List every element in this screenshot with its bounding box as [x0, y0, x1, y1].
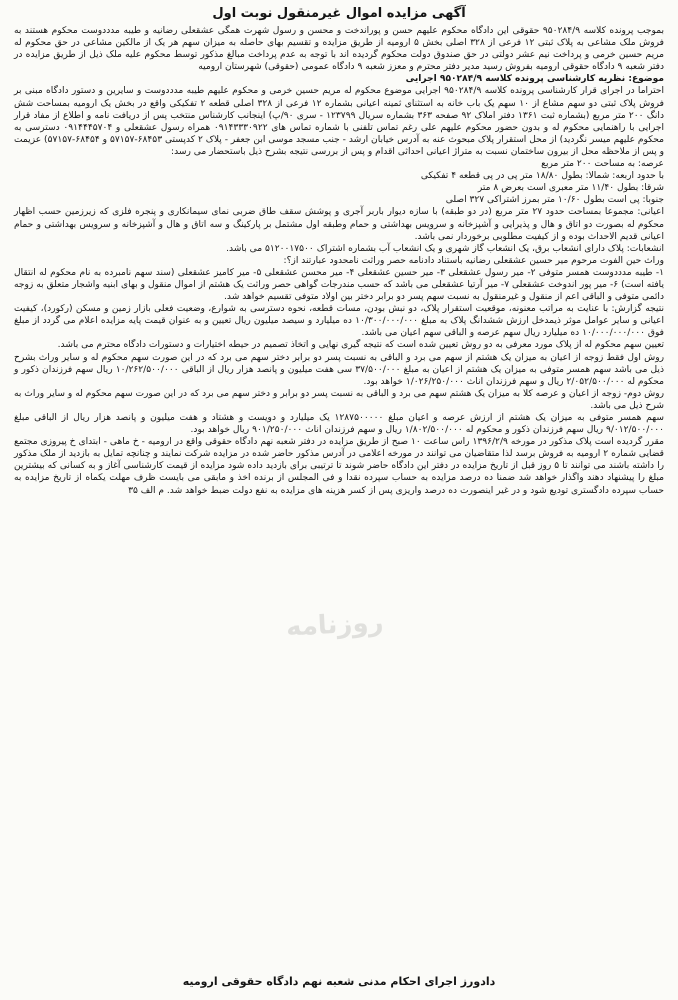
- intro-paragraph: بموجب پرونده کلاسه ۹۵۰۲۸۴/۹ حقوقی این دادگاه محکوم علیهم حسن و پوراندخت و محسن و رسول شهرت همگی عشقعلی رضانیه و طیبه مدددوست محکوم هستند به فروش ملک مشاعی به پلاک ثبتی ۱۲ فرعی از ۳۲۸ اصلی بخش ۵ ارومیه از طریق مزایده و تقسیم بهای حاصله به میزان سهم هر یک از مالکین مشاعی در حق محکوم له مریم حسین خرمی و پرداخت نیم عشر دولتی در حق صندوق دولت محکوم گردیده اند با توجه به عدم پرداخت مبالغ مذکور توسط محکوم علیه ملک ذیل از طریق مزایده در دفتر شعبه ۹ دادگاه حقوقی ارومیه بفروش رسید مدیر دفتر محترم و معزز شعبه ۹ دادگاه عمومی (حقوقی) شهرستان ارومیه: [14, 26, 664, 73]
- utilities-paragraph: انشعابات: پلاک دارای انشعاب برق، یک انشعاب گاز شهری و یک انشعاب آب بشماره اشتراک ۵۱۲۰۰۱۷۵۰۰ می باشد.: [226, 243, 664, 254]
- notice-body: [14, 25, 664, 497]
- method-one: روش اول فقط زوجه از اعیان به میزان یک هشتم از سهم می برد و الباقی به نسبت پسر دو برابر دختر سهم می برد که در این صورت سهم محکوم له و سایر وراث بشرح ذیل می باشد سهم همسر متوفی به میزان یک هشتم از اعیان به مبلغ ۳۷/۵۰۰/۰۰۰ سی هفت میلیون و پانصد هزار ریال از الباقی ۱۰/۲۶۲/۵۰۰/۰۰۰ ریال سهم فرزندان ذکور و محکوم له ۲/۰۵۲/۵۰۰/۰۰۰ ریال و سهم فرزندان اناث ۱/۰۲۶/۲۵۰/۰۰۰ خواهد بود.: [14, 352, 665, 387]
- subject-line: موضوع: نظریه کارشناسی پرونده کلاسه ۹۵۰۲۸۴/۹ اجرایی: [405, 74, 664, 85]
- building-description: اعیانی: مجموعا بمساحت حدود ۲۷ متر مربع (در دو طبقه) با سازه دیوار باربر آجری و پوشش سقف طاق ضربی نمای سیمانکاری و پنجره فلزی که زیرزمین حسب اظهار محکوم له بصورت دو اتاق و هال و پذیرایی و آشپزخانه و سرویس بهداشتی و حمام وطبقه اول مشتمل بر پارکینگ و سه اتاق و هال و آشپزخانه و سرویس بهداشتی و حمام اعیانی قدیم الاحداث بوده و از کیفیت مطلوبی برخوردار نمی باشد.: [14, 207, 665, 242]
- notice-title: آگهی مزایده اموال غیرمنقول نوبت اول: [212, 6, 466, 21]
- boundary-south: جنوبا: پی است بطول ۱۰/۶۰ متر بمرز اشتراکی ۳۲۷ اصلی: [445, 195, 664, 206]
- method-two: روش دوم- زوجه از اعیان و عرصه کلا به میزان یک هشتم سهم می برد و الباقی به نسبت پسر دو برابر و دختر سهم می برد که در این صورت سهم محکوم له و سایر وراث به شرح ذیل می باشد.: [14, 388, 664, 411]
- valuation-result: نتیجه گزارش: با عنایت به مراتب معنونه، موقعیت استقرار پلاک، دو نبش بودن، مسات قطعه، نحوه دسترسی به شوارع، وضعیت فعلی بازار زمین و مسکن (رکورد)، کیفیت اعیانی و سایر عوامل موثر ذیمدخل ارزش ششدانگ پلاک به مبلغ ۱۰/۳۰۰/۰۰۰/۰۰۰ ده میلیارد و سیصد میلیون ریال تعیین و به عنوان قیمت پایه مزایده اعلام می گردد از مبلغ فوق ۱۰/۰۰۰/۰۰۰/۰۰۰ ده میلیارد ریال سهم عرصه و الباقی سهم اعیان می باشد.: [14, 304, 664, 339]
- signature-line: دادورز اجرای احکام مدنی شعبه نهم دادگاه حقوقی ارومیه: [182, 975, 496, 988]
- newspaper-watermark: روزنامه: [285, 607, 385, 643]
- heirs-list: ۱- طیبه مدددوست همسر متوفی ۲- میر رسول عشقعلی ۳- میر حسین عشقعلی ۴- میر محسن عشقعلی ۵- میر کامیز عشقعلی (سند سهم نامبرده به نام محکوم له انتقال یافته است) ۶- میر پور اندوخت عشقعلی ۷- میر آرتیا عشقعلی می باشد که حسب مندرجات گواهی حصر وراثت یک هشتم از اموال منقول و بهای ابنیه واشجار متعلق به زوجه دائمی متوفی و الباقی اعم از منقول و غیرمنقول به نسبت سهم پسر دو برابر دختر بین اولاد متوفی تقسیم خواهد شد.: [14, 267, 664, 303]
- land-area-line: عرصه: به مساحت ۲۰۰ متر مربع: [541, 159, 664, 170]
- expert-report-paragraph: احتراما در اجرای قرار کارشناسی پرونده کلاسه ۹۵۰۲۸۴/۹ اجرایی موضوع محکوم له مریم حسین خرمی و محکوم علیهم طیبه مدددوست و سایرین و دستور دادگاه مبنی بر فروش پلاک ثبتی دو سهم مشاع از ۱۰ سهم یک باب خانه به استثنای ثمینه اعیانی بشماره ۱۲ فرعی از ۳۲۸ اصلی قطعه ۲ تفکیکی واقع در بخش یک ارومیه بمساحت شش دانگ ۲۰۰ متر مربع (بشماره ثبت ۱۳۶۱ دفتر املاک ۹۲ صفحه ۳۶۳ بشماره سریال ۱۲۳۷۹۹ - سری ۹۰/پ) اینجانب کارشناس منتخب پس از دریافت نامه و اطلاع از مفاد قرار اجرایی با راهنمایی محکوم له و بدون حضور محکوم علیهم علی رغم تماس تلفنی با شماره تماس های ۰۹۱۴۳۳۳۰۹۲۲ همراه رسول عشقعلی و ۰۹۱۴۴۴۵۷۰۴ دسترسی به محکوم علیهم میسر نگردید) از محل استقرار پلاک مبحوث عنه به آدرس خیابان ارشد - جنب مسجد موسی ابن جعفر - پلاک ۲ کدپستی ۶۸۴۵۳-۵۷۱۵۷ و ۶۸۴۵۴-۵۷۱۵۷) عزیمت و پس از ملاحظه محل از بیرون ساختمان نسبت به متراژ اعیانی احداثی اقدام و پس از بررسی نتیجه بشرح ذیل باستحضار می رسد:: [14, 86, 664, 157]
- share-methods-intro: تعیین سهم محکوم له از پلاک مورد معرفی به دو روش تعیین شده است که نتیجه گیری نهایی و اتخاذ تصمیم در حیطه اختیارات و دستورات دادگاه محترم می باشد.: [57, 340, 664, 351]
- boundary-east: شرقا: بطول ۱۱/۴۰ متر معبری است بعرض ۸ متر: [477, 183, 664, 194]
- heirs-intro: وراث حین الفوت مرحوم میر حسین عشقعلی رضانیه باستناد دادنامه حصر وراثت نامحدود عبارتند از؟:: [283, 255, 664, 266]
- method-two-shares: سهم همسر متوفی به میزان یک هشتم از ارزش عرصه و اعیان مبلغ ۱۲۸۷۵۰۰۰۰۰ یک میلیارد و دویست و هشتاد و هفت میلیون و پانصد هزار ریال از الباقی مبلغ ۹/۰۱۲/۵۰۰/۰۰۰ ریال سهم فرزندان ذکور و محکوم له ۱/۸۰۲/۵۰۰/۰۰۰ ریال و سهم فرزندان اناث ۹۰۱/۲۵۰/۰۰۰ ریال خواهد بود.: [14, 413, 664, 436]
- boundary-north: با حدود اربعه: شمالا: بطول ۱۸/۸۰ متر پی در پی قطعه ۴ تفکیکی: [420, 171, 664, 182]
- auction-terms: مقرر گردیده است پلاک مذکور در مورخه ۱۳۹۶/۲/۹ راس ساعت ۱۰ صبح از طریق مزایده در دفتر شعبه نهم دادگاه حقوقی واقع در ارومیه - خ ماهی - ابتدای خ پیروزی مجتمع قضایی شماره ۲ ارومیه به فروش برسد لذا متقاضیان می توانند در مورخه اعلامی در آدرس مذکور حاضر شده در مزایده شرکت نمایند و چنانچه تمایل به بازدید از ملک مذکور را داشته باشند می توانند تا ۵ روز قبل از تاریخ مزایده در دفتر این دادگاه حاضر شوند تا ترتیبی برای بازدید داده شود مزایده از قیمت کارشناسی آغاز و به کسانی که بیشترین مبلغ را پیشنهاد دهند واگذار خواهد شد ضمنا ده درصد مزایده به حساب سپرده نقدا و فی المجلس از برنده اخذ و مابقی می بایست ظرف مهلت یکماه از تاریخ مزایده به حساب سپرده دادگستری تودیع شود و در غیر اینصورت ده درصد واریزی پس از کسر هزینه های مزایده به نفع دولت ضبط خواهد شد. م الف ۳۵: [14, 437, 665, 496]
